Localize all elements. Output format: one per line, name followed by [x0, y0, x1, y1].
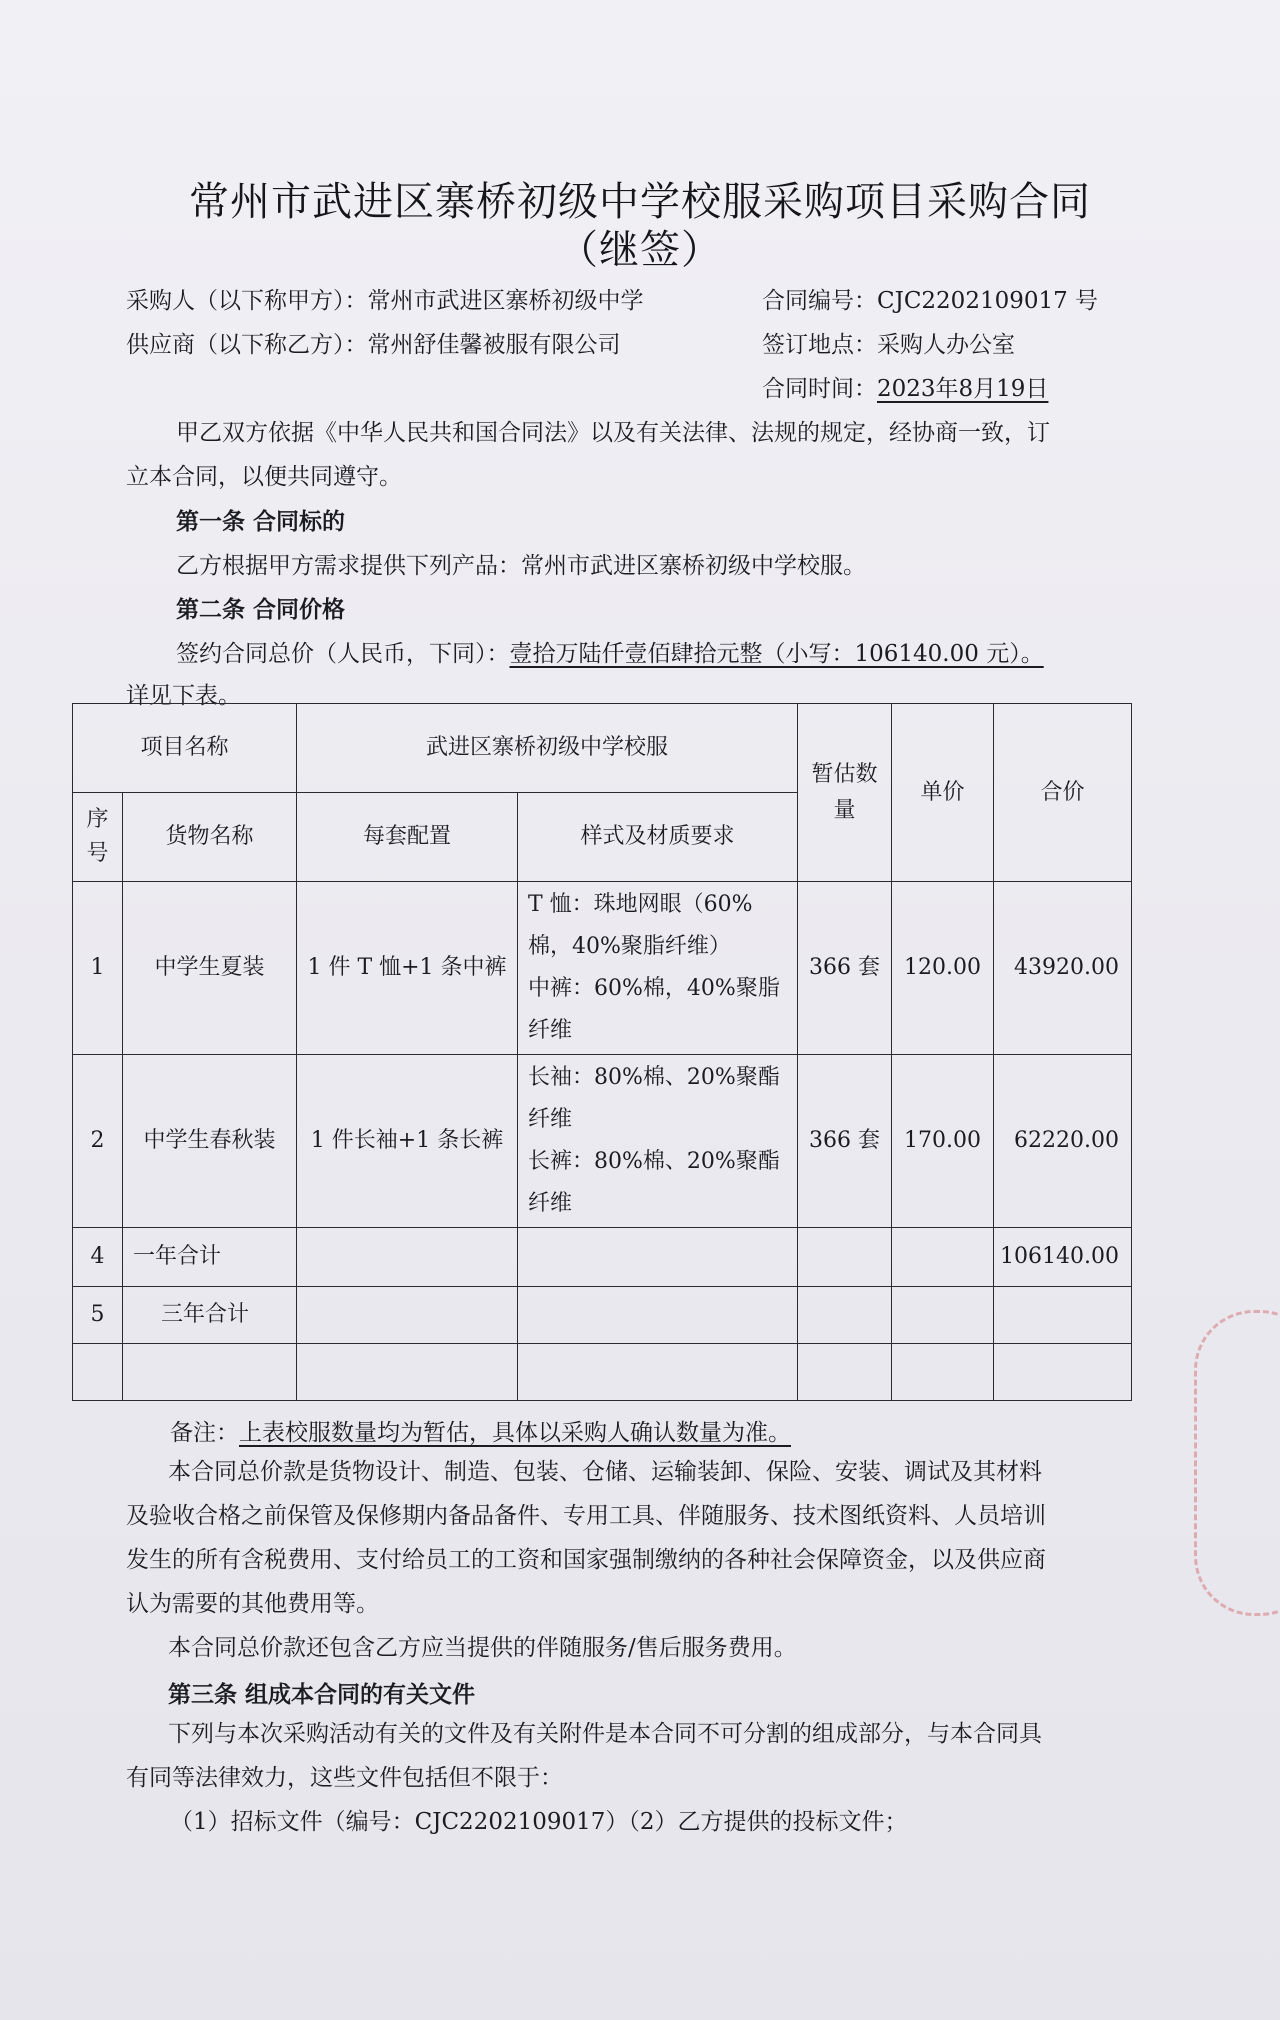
year-total-label: 一年合计 — [123, 1228, 297, 1287]
row-total: 62220.00 — [994, 1055, 1132, 1228]
row-qty: 366 套 — [798, 1055, 892, 1228]
row-qty: 366 套 — [798, 882, 892, 1055]
contract-date-label: 合同时间： — [762, 376, 877, 402]
article3-line-1: 下列与本次采购活动有关的文件及有关附件是本合同不可分割的组成部分，与本合同具 — [168, 1721, 1042, 1747]
row-material-a: T 恤：珠地网眼（60%棉，40%聚脂纤维） — [528, 892, 753, 959]
sign-place: 签订地点：采购人办公室 — [762, 332, 1015, 358]
contract-title: 常州市武进区寨桥初级中学校服采购项目采购合同 — [189, 179, 1091, 225]
supplier-line: 供应商（以下称乙方）：常州舒佳馨被服有限公司 — [126, 332, 621, 358]
price-explanation-line-3: 发生的所有含税费用、支付给员工的工资和国家强制缴纳的各种社会保障资金，以及供应商 — [126, 1547, 1046, 1573]
config-header: 每套配置 — [297, 793, 518, 882]
row-material — [518, 882, 798, 1055]
project-name-label: 项目名称 — [73, 704, 297, 793]
row-material-b: 长裤：80%棉、20%聚酯纤维 — [528, 1149, 780, 1216]
contract-total-value: 壹拾万陆仟壹佰肆拾元整（小写：106140.00 元）。 — [509, 641, 1044, 667]
buyer-line: 采购人（以下称甲方）：常州市武进区寨桥初级中学 — [126, 288, 644, 314]
year-total-seq: 4 — [73, 1228, 123, 1287]
note-line — [170, 1414, 791, 1447]
service-fee-line: 本合同总价款还包含乙方应当提供的伴随服务/售后服务费用。 — [168, 1635, 797, 1661]
contract-total-line — [176, 635, 1044, 668]
article1-text: 乙方根据甲方需求提供下列产品：常州市武进区寨桥初级中学校服。 — [176, 553, 866, 579]
total-header: 合价 — [994, 704, 1132, 882]
row-config: 1 件 T 恤+1 条中裤 — [297, 882, 518, 1055]
three-year-total-row — [73, 1287, 1132, 1344]
contract-total-prefix: 签约合同总价（人民币，下同）： — [176, 641, 510, 667]
material-header: 样式及材质要求 — [518, 793, 798, 882]
project-name-value: 武进区寨桥初级中学校服 — [297, 704, 798, 793]
row-seq: 2 — [73, 1055, 123, 1228]
table-row — [73, 882, 1132, 1055]
three-year-label: 三年合计 — [123, 1287, 297, 1344]
price-explanation-line-4: 认为需要的其他费用等。 — [126, 1591, 379, 1617]
row-unit-price: 120.00 — [892, 882, 994, 1055]
table-header-row-1 — [73, 704, 1132, 793]
row-material-a: 长袖：80%棉、20%聚酯纤维 — [528, 1065, 780, 1132]
row-goods-name: 中学生夏装 — [123, 882, 297, 1055]
contract-subtitle: （继签） — [558, 227, 722, 273]
contract-date — [762, 370, 1048, 403]
row-material-b: 中裤：60%棉，40%聚脂纤维 — [528, 976, 780, 1043]
intro-line-2: 立本合同，以便共同遵守。 — [126, 464, 402, 490]
price-explanation — [126, 1450, 1146, 1670]
row-material — [518, 1055, 798, 1228]
note-text: 上表校服数量均为暂估，具体以采购人确认数量为准。 — [239, 1420, 791, 1446]
est-qty-header: 暂估数量 — [798, 704, 892, 882]
price-explanation-line-2: 及验收合格之前保管及保修期内备品备件、专用工具、伴随服务、技术图纸资料、人员培训 — [126, 1503, 1046, 1529]
price-explanation-line-1: 本合同总价款是货物设计、制造、包装、仓储、运输装卸、保险、安装、调试及其材料 — [168, 1459, 1042, 1485]
article3-heading: 第三条 组成本合同的有关文件 — [168, 1682, 476, 1708]
row-unit-price: 170.00 — [892, 1055, 994, 1228]
see-below: 详见下表。 — [126, 683, 241, 709]
row-goods-name: 中学生春秋装 — [123, 1055, 297, 1228]
article1-heading: 第一条 合同标的 — [176, 509, 346, 535]
article3-body — [126, 1712, 1166, 1844]
empty-row — [73, 1344, 1132, 1401]
three-year-seq: 5 — [73, 1287, 123, 1344]
row-total: 43920.00 — [994, 882, 1132, 1055]
goods-name-header: 货物名称 — [123, 793, 297, 882]
intro-line-1: 甲乙双方依据《中华人民共和国合同法》以及有关法律、法规的规定，经协商一致，订 — [176, 420, 1050, 446]
goods-table — [72, 703, 1132, 1401]
note-prefix: 备注： — [170, 1420, 239, 1446]
table-row — [73, 1055, 1132, 1228]
seq-header: 序号 — [73, 793, 123, 882]
row-seq: 1 — [73, 882, 123, 1055]
red-seal-edge — [1194, 1310, 1280, 1616]
year-total-value: 106140.00 — [994, 1228, 1132, 1287]
contract-number: 合同编号：CJC2202109017 号 — [762, 288, 1099, 314]
article2-heading: 第二条 合同价格 — [176, 597, 346, 623]
year-total-row — [73, 1228, 1132, 1287]
article3-line-3: （1）招标文件（编号：CJC2202109017）（2）乙方提供的投标文件； — [170, 1809, 908, 1835]
article3-line-2: 有同等法律效力，这些文件包括但不限于： — [126, 1765, 563, 1791]
contract-date-value: 2023年8月19日 — [877, 376, 1049, 402]
row-config: 1 件长袖+1 条长裤 — [297, 1055, 518, 1228]
unit-price-header: 单价 — [892, 704, 994, 882]
